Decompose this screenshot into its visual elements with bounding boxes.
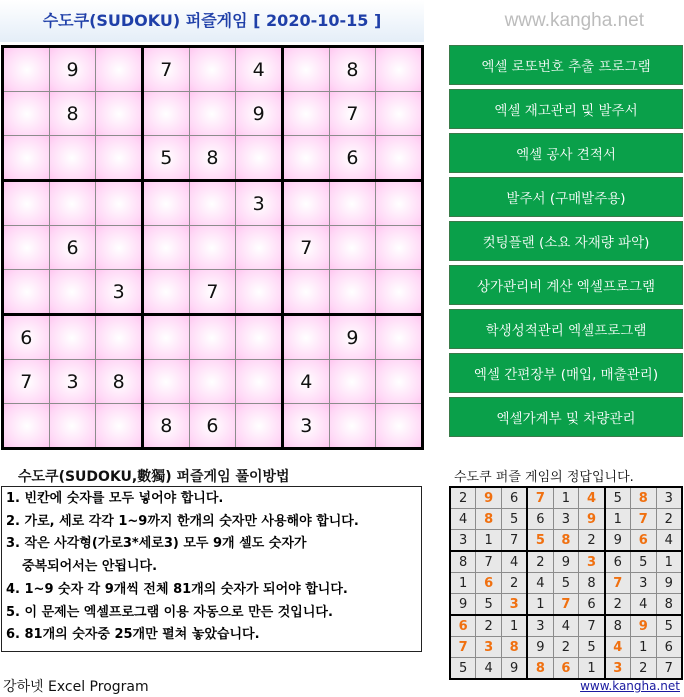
sudoku-cell[interactable]: 7: [142, 47, 189, 92]
page-title: 수도쿠(SUDOKU) 퍼즐게임 [ 2020-10-15 ]: [42, 11, 382, 30]
answer-cell: 6: [527, 509, 553, 530]
sudoku-cell[interactable]: [189, 181, 236, 226]
sudoku-cell[interactable]: [189, 315, 236, 360]
sudoku-cell[interactable]: [96, 181, 143, 226]
answer-cell: 4: [476, 658, 502, 680]
answer-cell: 3: [527, 615, 553, 637]
answer-cell: 1: [502, 615, 528, 637]
sudoku-cell[interactable]: 4: [236, 47, 283, 92]
answer-cell: 8: [502, 637, 528, 658]
answer-cell: 5: [579, 637, 605, 658]
sudoku-cell[interactable]: [236, 226, 283, 270]
sudoku-grid: [1, 45, 424, 450]
answer-cell: 5: [605, 487, 631, 509]
rules-box: [1, 486, 422, 652]
rule-4: 4. 1~9 숫자 각 9개씩 전체 81개의 숫자가 되어야 합니다.: [6, 581, 348, 597]
sudoku-cell[interactable]: [376, 315, 423, 360]
answer-cell: 2: [605, 594, 631, 616]
answer-cell: 3: [579, 551, 605, 573]
answer-cell: 5: [502, 509, 528, 530]
sudoku-row: [3, 92, 423, 136]
answer-cell: 4: [605, 637, 631, 658]
sudoku-row: [3, 404, 423, 449]
sudoku-cell[interactable]: [96, 315, 143, 360]
sudoku-cell[interactable]: [282, 181, 329, 226]
sudoku-cell[interactable]: 9: [236, 92, 283, 136]
menu-lotto-button[interactable]: 엑셀 로또번호 추출 프로그램: [449, 45, 683, 85]
sudoku-cell[interactable]: [3, 226, 50, 270]
sudoku-cell[interactable]: [142, 315, 189, 360]
answer-cell: 5: [476, 594, 502, 616]
answer-cell: 2: [579, 530, 605, 552]
answer-cell: 7: [553, 594, 579, 616]
answer-cell: 8: [656, 594, 682, 616]
sudoku-row: [3, 136, 423, 181]
sudoku-cell[interactable]: [142, 92, 189, 136]
sudoku-cell[interactable]: [49, 404, 96, 449]
answer-row: [450, 658, 682, 680]
answer-cell: 9: [527, 637, 553, 658]
sudoku-cell[interactable]: [329, 404, 376, 449]
sudoku-cell[interactable]: [376, 270, 423, 315]
answer-cell: 1: [450, 573, 476, 594]
answer-cell: 1: [527, 594, 553, 616]
answer-cell: 9: [450, 594, 476, 616]
sudoku-cell[interactable]: [3, 270, 50, 315]
sudoku-cell[interactable]: [189, 47, 236, 92]
answer-cell: 9: [630, 615, 656, 637]
rule-6: 6. 81개의 숫자중 25개만 펼쳐 놓았습니다.: [6, 627, 260, 643]
sudoku-cell[interactable]: 8: [189, 136, 236, 181]
sudoku-cell[interactable]: 7: [329, 92, 376, 136]
sudoku-row: [3, 360, 423, 404]
answer-cell: 1: [656, 551, 682, 573]
sudoku-cell[interactable]: [3, 404, 50, 449]
answer-cell: 9: [656, 573, 682, 594]
answer-cell: 7: [579, 615, 605, 637]
sudoku-cell[interactable]: [282, 136, 329, 181]
menu-household-button[interactable]: 엑셀가계부 및 차량관리: [449, 397, 683, 437]
answer-cell: 4: [553, 615, 579, 637]
sudoku-cell[interactable]: 9: [329, 315, 376, 360]
sudoku-cell[interactable]: [329, 270, 376, 315]
menu-mall-fee-button[interactable]: 상가관리비 계산 엑셀프로그램: [449, 265, 683, 305]
answer-row: [450, 594, 682, 616]
answer-cell: 1: [476, 530, 502, 552]
answer-cell: 3: [476, 637, 502, 658]
sudoku-cell[interactable]: [142, 181, 189, 226]
answer-cell: 4: [630, 594, 656, 616]
sudoku-cell[interactable]: 3: [236, 181, 283, 226]
answer-row: [450, 615, 682, 637]
answer-row: [450, 487, 682, 509]
sudoku-row: [3, 47, 423, 92]
menu-inventory-button[interactable]: 엑셀 재고관리 및 발주서: [449, 89, 683, 129]
answer-cell: 9: [502, 658, 528, 680]
sudoku-cell[interactable]: [376, 360, 423, 404]
sudoku-cell[interactable]: [376, 136, 423, 181]
sudoku-row: [3, 181, 423, 226]
footer-brand: 강하넷 Excel Program: [3, 679, 149, 695]
menu-estimate-button[interactable]: 엑셀 공사 견적서: [449, 133, 683, 173]
sudoku-cell[interactable]: 6: [189, 404, 236, 449]
sudoku-cell[interactable]: [282, 315, 329, 360]
answer-cell: 9: [553, 551, 579, 573]
answer-row: [450, 637, 682, 658]
answer-cell: 6: [605, 551, 631, 573]
sudoku-cell[interactable]: [142, 226, 189, 270]
sudoku-cell[interactable]: [329, 360, 376, 404]
answer-cell: 1: [579, 658, 605, 680]
sudoku-cell[interactable]: [142, 270, 189, 315]
sudoku-cell[interactable]: [49, 136, 96, 181]
answer-cell: 6: [630, 530, 656, 552]
answer-cell: 5: [630, 551, 656, 573]
sudoku-cell[interactable]: [236, 404, 283, 449]
sudoku-cell[interactable]: [189, 360, 236, 404]
sudoku-cell[interactable]: [189, 226, 236, 270]
answer-cell: 8: [579, 573, 605, 594]
rule-5: 5. 이 문제는 엑셀프로그램 이용 자동으로 만든 것입니다.: [6, 604, 333, 620]
answer-cell: 9: [579, 509, 605, 530]
sudoku-cell[interactable]: 6: [329, 136, 376, 181]
answer-cell: 1: [553, 487, 579, 509]
answer-cell: 2: [630, 658, 656, 680]
answer-cell: 6: [553, 658, 579, 680]
answer-cell: 4: [450, 509, 476, 530]
answer-cell: 2: [476, 615, 502, 637]
sudoku-cell[interactable]: [96, 226, 143, 270]
sudoku-cell[interactable]: [96, 92, 143, 136]
answer-cell: 3: [450, 530, 476, 552]
sudoku-cell[interactable]: [3, 47, 50, 92]
answer-row: [450, 551, 682, 573]
sudoku-cell[interactable]: [376, 47, 423, 92]
answer-cell: 4: [527, 573, 553, 594]
sudoku-cell[interactable]: [96, 404, 143, 449]
sudoku-cell[interactable]: [376, 92, 423, 136]
sudoku-cell[interactable]: [282, 92, 329, 136]
sudoku-cell[interactable]: [3, 136, 50, 181]
answer-cell: 2: [553, 637, 579, 658]
sudoku-cell[interactable]: [49, 270, 96, 315]
sudoku-cell[interactable]: [96, 136, 143, 181]
answer-cell: 1: [605, 509, 631, 530]
sudoku-cell[interactable]: 8: [142, 404, 189, 449]
sudoku-cell[interactable]: [236, 136, 283, 181]
answer-cell: 3: [630, 573, 656, 594]
sudoku-cell[interactable]: [376, 181, 423, 226]
rule-3: 3. 작은 사각형(가로3*세로3) 모두 9개 셀도 숫자가: [6, 536, 307, 552]
sudoku-cell[interactable]: 8: [49, 92, 96, 136]
sudoku-row: [3, 226, 423, 270]
sudoku-cell[interactable]: 7: [189, 270, 236, 315]
sudoku-cell[interactable]: 9: [49, 47, 96, 92]
answer-cell: 4: [502, 551, 528, 573]
sudoku-cell[interactable]: 3: [49, 360, 96, 404]
menu-grades-button[interactable]: 학생성적관리 엑셀프로그램: [449, 309, 683, 349]
sudoku-row: [3, 270, 423, 315]
answer-cell: 6: [476, 573, 502, 594]
sudoku-cell[interactable]: 5: [142, 136, 189, 181]
sudoku-cell[interactable]: [3, 181, 50, 226]
sudoku-cell[interactable]: [236, 315, 283, 360]
answer-cell: 3: [656, 487, 682, 509]
sudoku-cell[interactable]: [376, 404, 423, 449]
sudoku-cell[interactable]: 3: [282, 404, 329, 449]
answer-cell: 5: [553, 573, 579, 594]
answer-cell: 6: [656, 637, 682, 658]
sudoku-cell[interactable]: [236, 360, 283, 404]
answer-cell: 7: [476, 551, 502, 573]
answer-cell: 5: [527, 530, 553, 552]
answer-cell: 5: [450, 658, 476, 680]
menu-ledger-button[interactable]: 엑셀 간편장부 (매입, 매출관리): [449, 353, 683, 393]
answer-caption: 수도쿠 퍼즐 게임의 정답입니다.: [454, 470, 634, 485]
rule-1: 1. 빈칸에 숫자를 모두 넣어야 합니다.: [6, 491, 224, 506]
sudoku-cell[interactable]: 7: [282, 226, 329, 270]
answer-cell: 9: [605, 530, 631, 552]
answer-cell: 6: [502, 487, 528, 509]
sudoku-cell[interactable]: 8: [96, 360, 143, 404]
answer-cell: 5: [656, 615, 682, 637]
answer-cell: 3: [605, 658, 631, 680]
sudoku-cell[interactable]: [96, 47, 143, 92]
site-watermark: www.kangha.net: [504, 10, 644, 31]
answer-cell: 7: [656, 658, 682, 680]
answer-cell: 2: [450, 487, 476, 509]
answer-cell: 8: [605, 615, 631, 637]
answer-cell: 8: [476, 509, 502, 530]
answer-cell: 8: [553, 530, 579, 552]
howto-title: 수도쿠(SUDOKU,數獨) 퍼즐게임 풀이방법: [18, 469, 290, 485]
program-menu: [449, 45, 683, 441]
answer-cell: 6: [450, 615, 476, 637]
menu-cutting-plan-button[interactable]: 컷팅플랜 (소요 자재량 파악): [449, 221, 683, 261]
sudoku-cell[interactable]: [236, 270, 283, 315]
answer-cell: 4: [656, 530, 682, 552]
answer-cell: 8: [450, 551, 476, 573]
answer-cell: 3: [553, 509, 579, 530]
sudoku-cell[interactable]: [329, 226, 376, 270]
sudoku-cell[interactable]: [142, 360, 189, 404]
sudoku-cell[interactable]: [329, 181, 376, 226]
answer-cell: 8: [527, 658, 553, 680]
sudoku-cell[interactable]: 8: [329, 47, 376, 92]
answer-row: [450, 509, 682, 530]
sudoku-cell[interactable]: [282, 270, 329, 315]
sudoku-cell[interactable]: [282, 47, 329, 92]
answer-cell: 2: [502, 573, 528, 594]
sudoku-cell[interactable]: [189, 92, 236, 136]
sudoku-cell[interactable]: 4: [282, 360, 329, 404]
rule-2: 2. 가로, 세로 각각 1~9까지 한개의 숫자만 사용해야 합니다.: [6, 513, 359, 529]
answer-cell: 2: [656, 509, 682, 530]
sudoku-cell[interactable]: 6: [49, 226, 96, 270]
answer-cell: 7: [605, 573, 631, 594]
answer-cell: 1: [630, 637, 656, 658]
answer-cell: 7: [630, 509, 656, 530]
sudoku-cell[interactable]: [3, 92, 50, 136]
answer-cell: 3: [502, 594, 528, 616]
sudoku-cell[interactable]: [49, 315, 96, 360]
menu-purchase-order-button[interactable]: 발주서 (구매발주용): [449, 177, 683, 217]
answer-cell: 7: [527, 487, 553, 509]
answer-cell: 4: [579, 487, 605, 509]
sudoku-row: [3, 315, 423, 360]
answer-cell: 2: [527, 551, 553, 573]
answer-row: [450, 573, 682, 594]
answer-grid: [449, 486, 683, 680]
footer-site-link[interactable]: www.kangha.net: [580, 679, 680, 693]
answer-cell: 7: [502, 530, 528, 552]
sudoku-cell[interactable]: 3: [96, 270, 143, 315]
answer-row: [450, 530, 682, 552]
sudoku-cell[interactable]: 6: [3, 315, 50, 360]
sudoku-cell[interactable]: [49, 181, 96, 226]
rule-3-continued: 중복되어서는 안됩니다.: [22, 559, 158, 575]
answer-cell: 8: [630, 487, 656, 509]
answer-cell: 9: [476, 487, 502, 509]
sudoku-cell[interactable]: [376, 226, 423, 270]
sudoku-cell[interactable]: 7: [3, 360, 50, 404]
answer-cell: 6: [579, 594, 605, 616]
answer-cell: 7: [450, 637, 476, 658]
